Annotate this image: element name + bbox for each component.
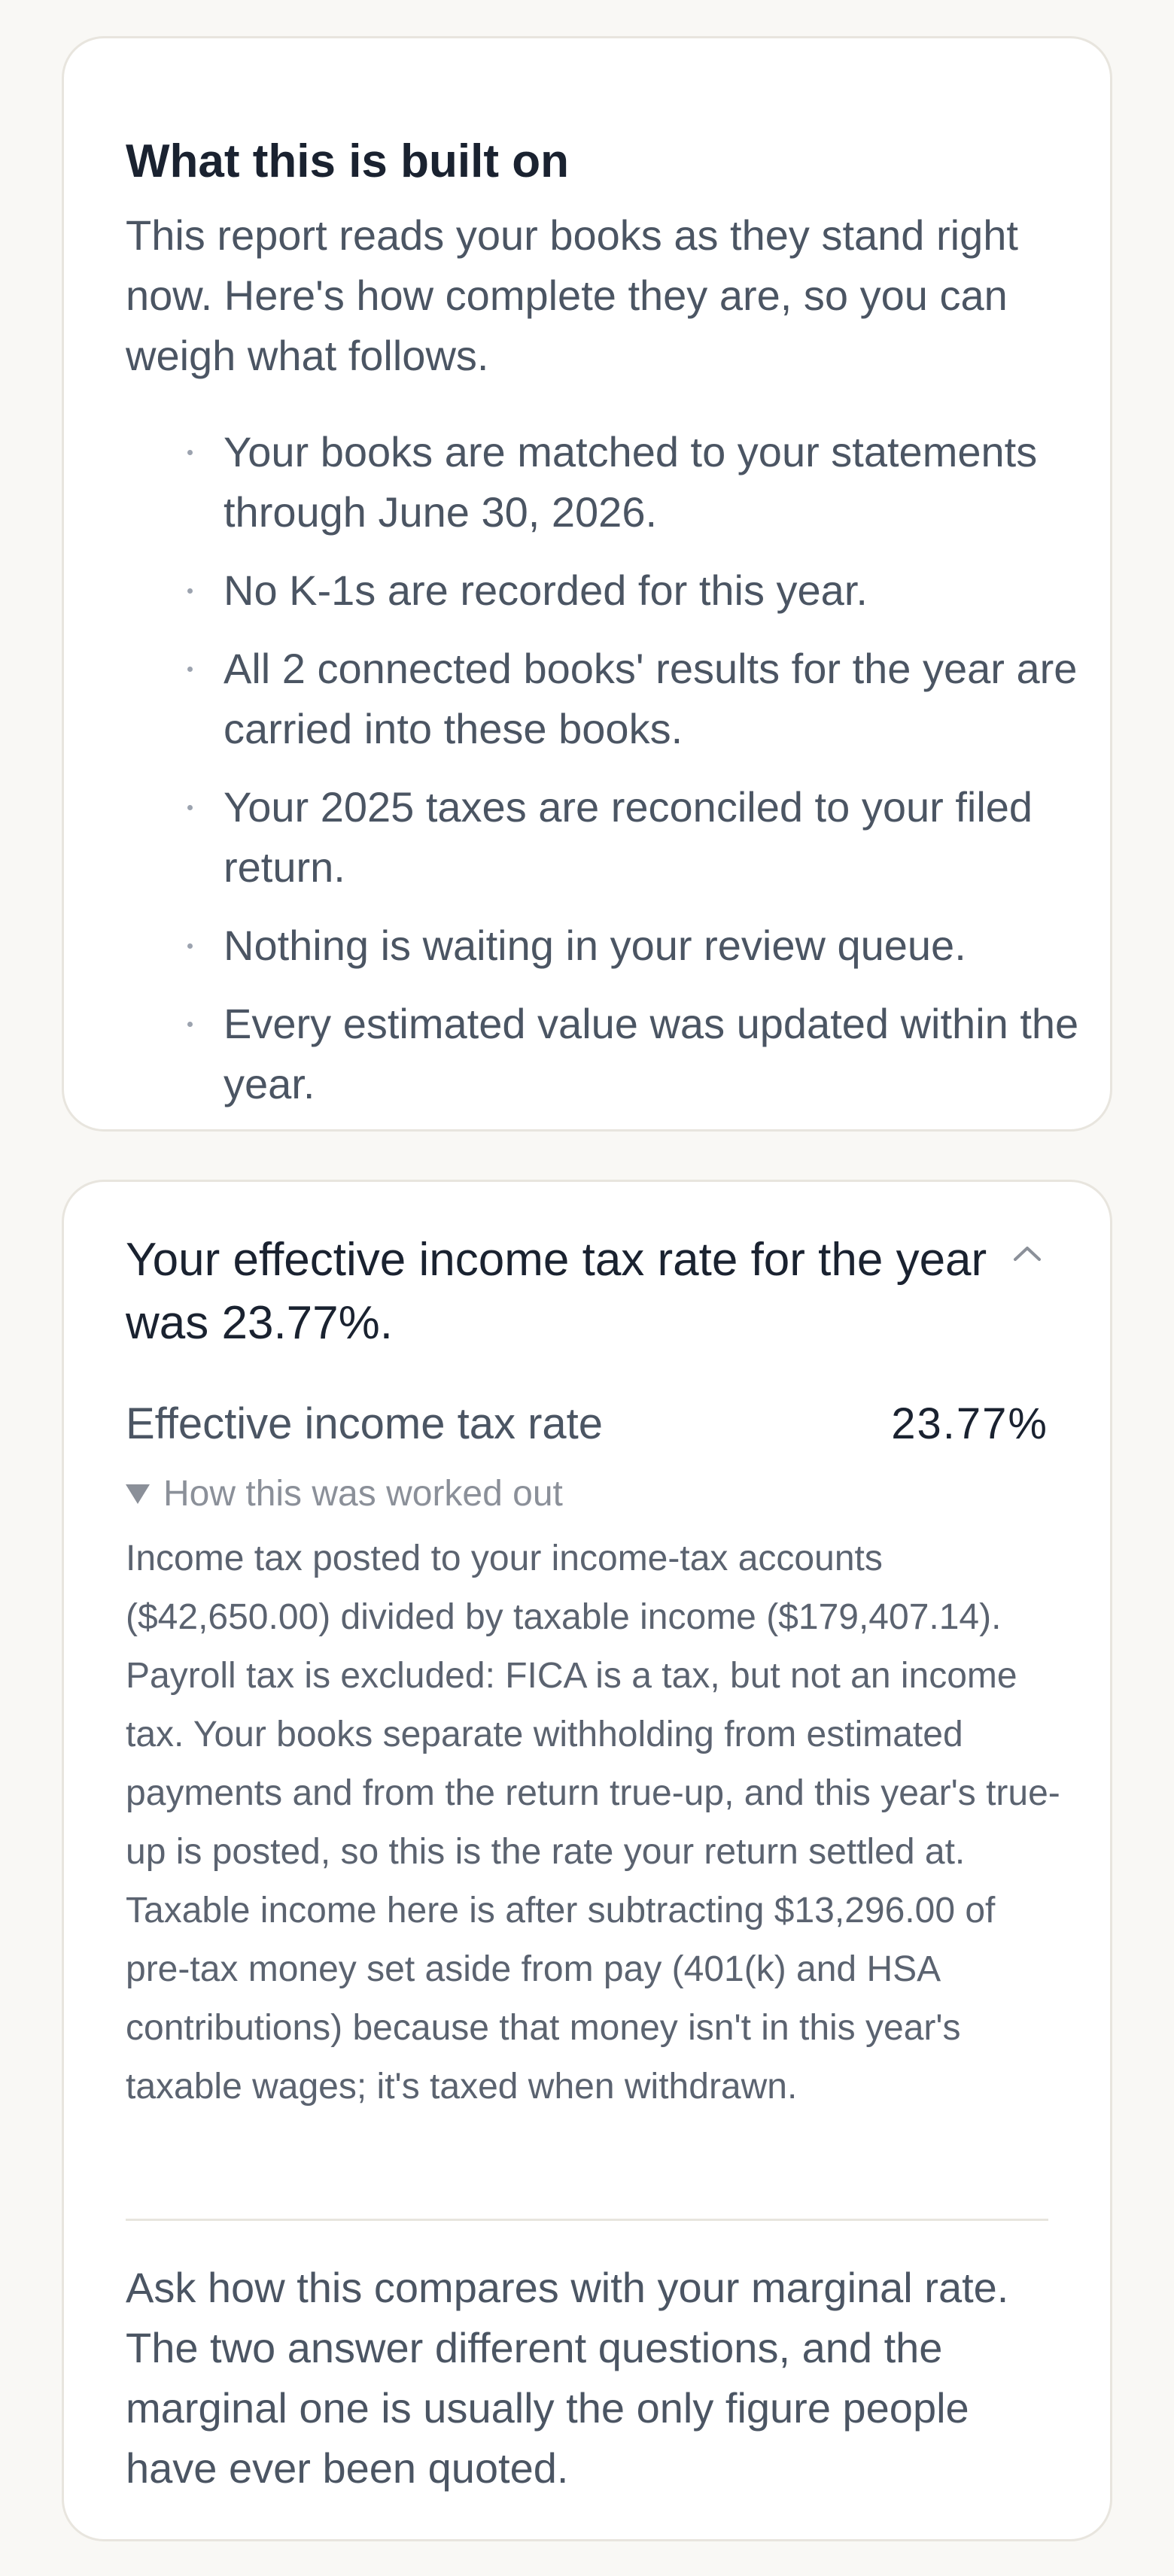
list-item xyxy=(126,639,1081,759)
bullet-dot-icon xyxy=(187,1022,193,1027)
effective-tax-rate-card xyxy=(62,1180,1112,2541)
divider xyxy=(126,2219,1048,2221)
basis-card-intro: This report reads your books as they stand right now. Here's how complete they are, so you can weigh what follows. xyxy=(126,211,1018,379)
list-item xyxy=(126,777,1081,898)
basis-card-title: What this is built on xyxy=(126,135,569,187)
bullet-dot-icon xyxy=(187,450,193,455)
basis-checklist xyxy=(126,422,1081,1132)
collapse-card-button[interactable] xyxy=(997,1227,1057,1280)
how-worked-out-label: How this was worked out xyxy=(163,1474,563,1514)
metric-label: Effective income tax rate xyxy=(126,1399,604,1448)
metric-value: 23.77% xyxy=(891,1399,1048,1448)
ask-marginal-rate-prompt[interactable]: Ask how this compares with your marginal rate. The two answer different questions, and the marginal one is usually the only figure people have ever been quoted. xyxy=(126,2264,1009,2492)
list-item-text: Every estimated value was updated within the year. xyxy=(224,1000,1079,1107)
list-item xyxy=(126,994,1081,1114)
bullet-dot-icon xyxy=(187,667,193,672)
list-item-text: No K-1s are recorded for this year. xyxy=(224,567,868,614)
list-item xyxy=(126,916,1081,976)
triangle-down-icon xyxy=(126,1484,150,1504)
list-item-text: Your books are matched to your statements through June 30, 2026. xyxy=(224,428,1038,536)
metric-row xyxy=(126,1393,1048,1456)
bullet-dot-icon xyxy=(187,805,193,810)
list-item xyxy=(126,560,1081,621)
list-item-text: All 2 connected books' results for the year are carried into these books. xyxy=(224,645,1078,752)
list-item-text: Nothing is waiting in your review queue. xyxy=(224,922,966,969)
data-basis-card xyxy=(62,36,1112,1132)
list-item xyxy=(126,422,1081,542)
how-worked-out-toggle[interactable] xyxy=(126,1468,563,1520)
calculation-explanation: Income tax posted to your income-tax accounts ($42,650.00) divided by taxable income ($179,407.14). Payroll tax is excluded: FICA is a tax, but not an income tax. Your books separate withholding from estimated payments and from the return true-up, and this year's true-up is posted, so this is the rate your return settled at. Taxable income here is after subtracting $13,296.00 of pre-tax money set aside from pay (401(k) and HSA contributions) because that money isn't in this year's taxable wages; it's taxed when withdrawn. xyxy=(126,1539,1060,2107)
rate-card-headline: Your effective income tax rate for the year was 23.77%. xyxy=(126,1234,987,1349)
bullet-dot-icon xyxy=(187,588,193,594)
chevron-up-icon xyxy=(1012,1244,1042,1262)
bullet-dot-icon xyxy=(187,943,193,949)
list-item-text: Your 2025 taxes are reconciled to your filed return. xyxy=(224,783,1033,891)
